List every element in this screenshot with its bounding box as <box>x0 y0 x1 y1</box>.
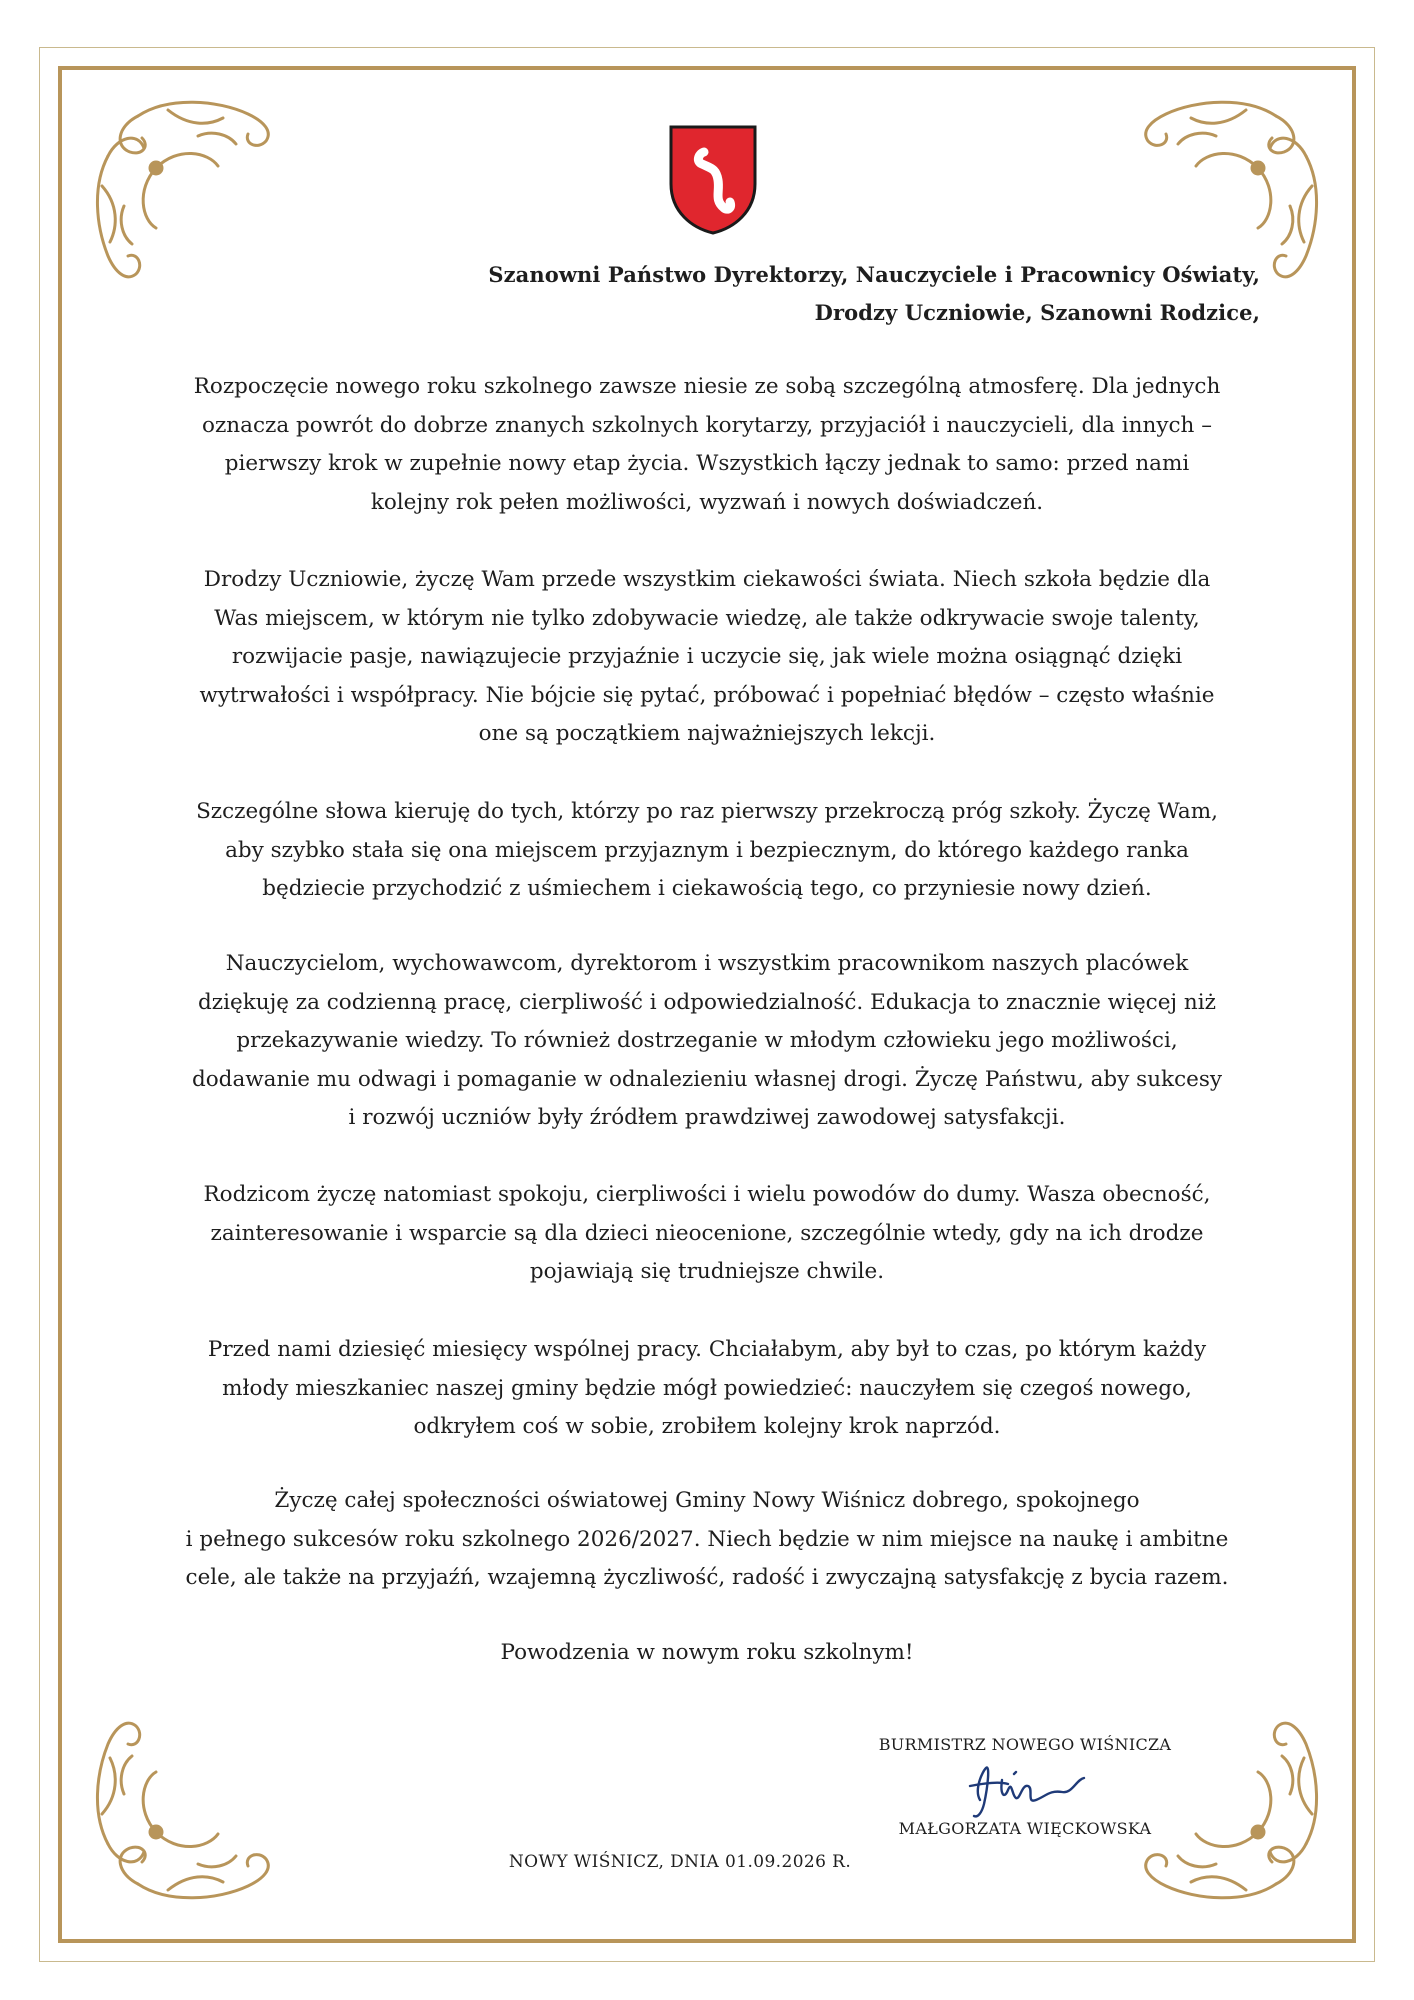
paragraph-line: będziecie przychodzić z uśmiechem i ciekawością tego, co przyniesie nowy dzień. <box>262 876 1152 902</box>
paragraph-4 <box>130 945 1284 1138</box>
paragraph-7 <box>130 1482 1284 1598</box>
paragraph-line: pierwszy krok w zupełnie nowy etap życia. Wszystkich łączy jednak to samo: przed nami <box>224 451 1190 477</box>
coat-of-arms-icon <box>668 124 758 236</box>
paragraph-line: przekazywanie wiedzy. To również dostrzeganie w młodym człowieku jego możliwości, <box>236 1028 1178 1054</box>
paragraph-line: Powodzenia w nowym roku szkolnym! <box>500 1640 914 1665</box>
paragraph-3 <box>130 793 1284 909</box>
paragraph-line: Nauczycielom, wychowawcom, dyrektorom i wszystkim pracownikom naszych placówek <box>225 951 1189 976</box>
signatory-name: MAŁGORZATA WIĘCKOWSKA <box>898 1819 1152 1838</box>
paragraph-6 <box>130 1331 1284 1447</box>
paragraph-line: cele, ale także na przyjaźń, wzajemną życzliwość, radość i zwyczajną satysfakcję z bycia razem. <box>185 1565 1229 1591</box>
paragraph-line: Drodzy Uczniowie, życzę Wam przede wszystkim ciekawości świata. Niech szkoła będzie dla <box>203 567 1211 592</box>
paragraph-line: Rozpoczęcie nowego roku szkolnego zawsze niesie ze sobą szczególną atmosferę. Dla jednych <box>193 374 1221 399</box>
paragraph-line: Rodzicom życzę natomiast spokoju, cierpliwości i wielu powodów do dumy. Wasza obecność, <box>203 1182 1211 1207</box>
date-line: NOWY WIŚNICZ, DNIA 01.09.2026 R. <box>508 1852 852 1872</box>
paragraph-5 <box>130 1176 1284 1292</box>
paragraph-line: aby szybko stała się ona miejscem przyjaznym i bezpiecznym, do którego każdego ranka <box>225 837 1189 863</box>
corner-ornament-bottom-right <box>1116 1684 1336 1914</box>
corner-ornament-bottom-left <box>78 1684 298 1914</box>
closing-line <box>130 1634 1284 1673</box>
paragraph-line: pojawiają się trudniejsze chwile. <box>529 1259 885 1285</box>
paragraph-line: oznacza powrót do dobrze znanych szkolnych korytarzy, przyjaciół i nauczycieli, dla innych – <box>202 412 1212 438</box>
corner-ornament-top-left <box>78 86 298 316</box>
paragraph-line: zainteresowanie i wsparcie są dla dzieci nieocenione, szczególnie wtedy, gdy na ich drodze <box>210 1220 1204 1246</box>
handwritten-signature <box>950 1760 1100 1822</box>
paragraph-line: Przed nami dziesięć miesięcy wspólnej pracy. Chciałabym, aby był to czas, po którym każdy <box>207 1337 1207 1362</box>
paragraph-line: młody mieszkaniec naszej gminy będzie mógł powiedzieć: nauczyłem się czegoś nowego, <box>222 1375 1192 1401</box>
paragraph-line: kolejny rok pełen możliwości, wyzwań i nowych doświadczeń. <box>370 489 1044 515</box>
paragraph-1 <box>130 368 1284 522</box>
paragraph-2 <box>130 561 1284 754</box>
paragraph-line: one są początkiem najważniejszych lekcji. <box>478 721 936 747</box>
paragraph-line: i rozwój uczniów były źródłem prawdziwej zawodowej satysfakcji. <box>348 1105 1066 1131</box>
signatory-title: BURMISTRZ NOWEGO WIŚNICZA <box>878 1735 1172 1754</box>
paragraph-line: odkryłem coś w sobie, zrobiłem kolejny krok naprzód. <box>413 1414 1001 1440</box>
paragraph-line: i pełnego sukcesów roku szkolnego 2026/2027. Niech będzie w nim miejsce na naukę i ambitne <box>185 1526 1229 1552</box>
greeting-line-2: Drodzy Uczniowie, Szanowni Rodzice, <box>814 300 1260 325</box>
greeting-line-1: Szanowni Państwo Dyrektorzy, Nauczyciele i Pracownicy Oświaty, <box>488 262 1260 287</box>
paragraph-line: Życzę całej społeczności oświatowej Gminy Nowy Wiśnicz dobrego, spokojnego <box>274 1488 1140 1513</box>
paragraph-line: dodawanie mu odwagi i pomaganie w odnalezieniu własnej drogi. Życzę Państwu, aby sukcesy <box>191 1066 1223 1092</box>
paragraph-line: dziękuję za codzienną pracę, cierpliwość i odpowiedzialność. Edukacja to znacznie więcej niż <box>198 989 1216 1015</box>
paragraph-line: rozwijacie pasje, nawiązujecie przyjaźnie i uczycie się, jak wiele można osiągnąć dzięki <box>231 644 1183 670</box>
paragraph-line: wytrwałości i współpracy. Nie bójcie się pytać, próbować i popełniać błędów – często właśnie <box>199 682 1215 708</box>
paragraph-line: Szczególne słowa kieruję do tych, którzy po raz pierwszy przekroczą próg szkoły. Życzę Wam, <box>196 799 1218 824</box>
paragraph-line: Was miejscem, w którym nie tylko zdobywacie wiedzę, ale także odkrywacie swoje talenty, <box>214 605 1200 631</box>
